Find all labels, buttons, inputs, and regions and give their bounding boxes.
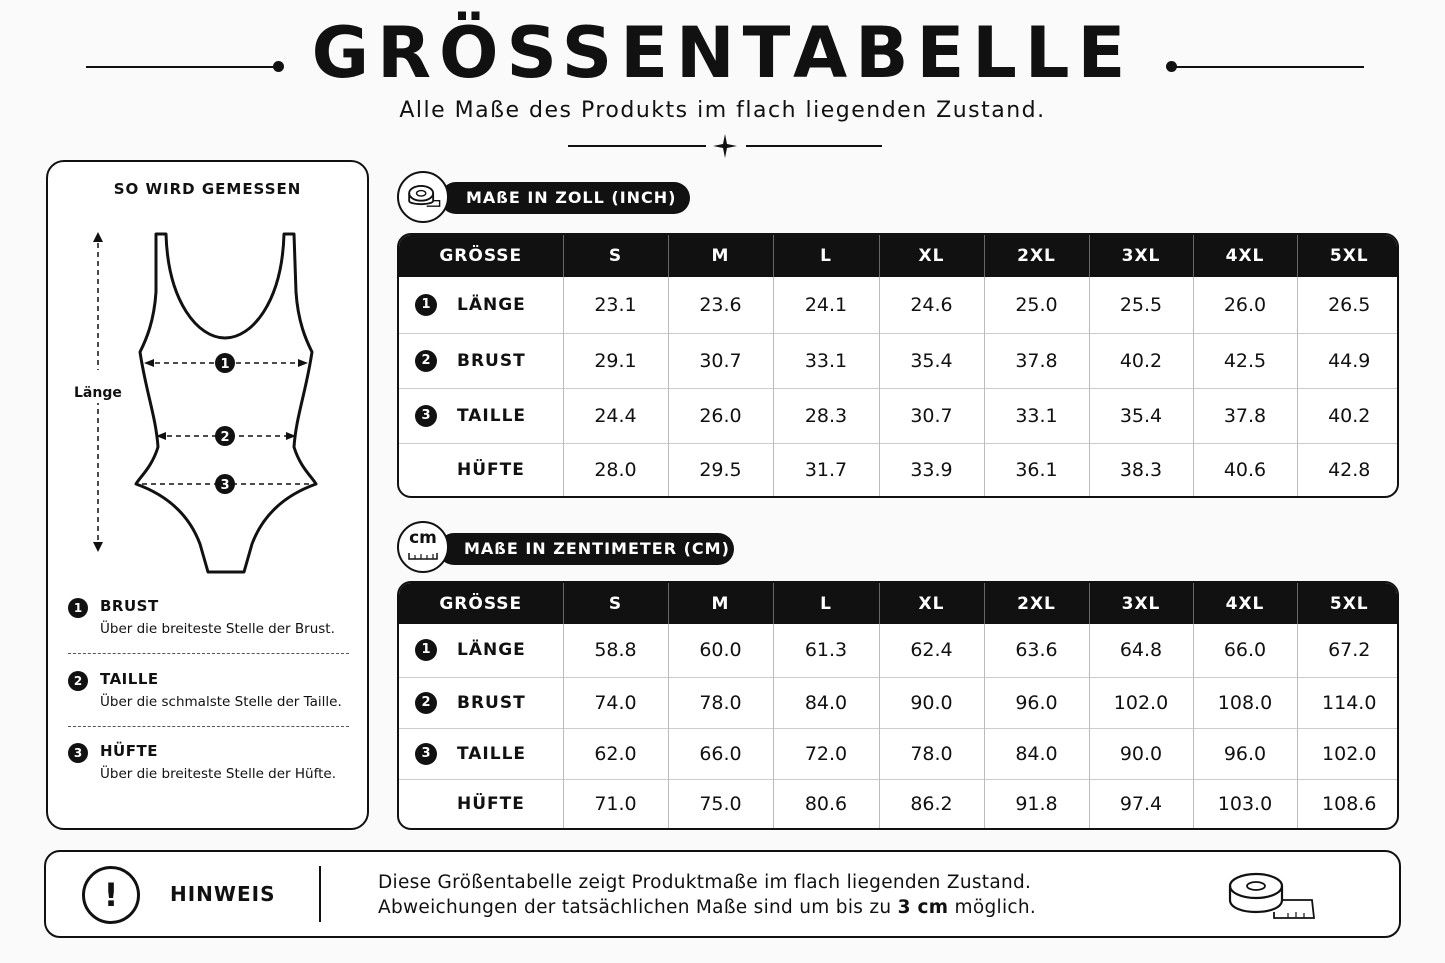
note-box <box>44 850 1401 938</box>
value-cell: 26.0 <box>668 388 773 443</box>
value-cell: 23.1 <box>563 277 668 333</box>
diagram-mark-2: 2 <box>220 430 230 445</box>
table-row <box>399 728 1399 779</box>
value-cell: 24.1 <box>773 277 879 333</box>
header-cell: 5XL <box>1297 235 1399 277</box>
tape-measure-roll-icon <box>1226 870 1318 924</box>
header-cell: 2XL <box>984 583 1089 624</box>
header-cell: L <box>773 583 879 624</box>
value-cell: 42.5 <box>1193 333 1297 388</box>
legend-number: 1 <box>68 598 88 618</box>
header-cell: XL <box>879 583 984 624</box>
value-cell: 102.0 <box>1089 677 1193 728</box>
value-cell: 75.0 <box>668 779 773 828</box>
subtitle-rule-right <box>746 145 882 147</box>
row-number: 1 <box>415 294 437 316</box>
value-cell: 78.0 <box>879 728 984 779</box>
note-label: HINWEIS <box>170 882 276 906</box>
value-cell: 72.0 <box>773 728 879 779</box>
table-header-row <box>399 235 1399 277</box>
value-cell: 67.2 <box>1297 624 1399 677</box>
row-label-cell <box>399 443 563 496</box>
note-line-2-start: Abweichungen der tatsächlichen Maße sind um bis zu <box>378 897 898 918</box>
row-label-cell <box>399 333 563 388</box>
value-cell: 33.1 <box>984 388 1089 443</box>
page-subtitle: Alle Maße des Produkts im flach liegenden Zustand. <box>399 98 1046 123</box>
measuring-guide-panel <box>46 160 369 830</box>
value-cell: 30.7 <box>879 388 984 443</box>
value-cell: 28.3 <box>773 388 879 443</box>
value-cell: 80.6 <box>773 779 879 828</box>
length-label: Länge <box>74 385 122 401</box>
header-cell: 4XL <box>1193 583 1297 624</box>
value-cell: 31.7 <box>773 443 879 496</box>
value-cell: 42.8 <box>1297 443 1399 496</box>
legend-heading: BRUST <box>100 597 159 615</box>
cm-icon-text: cm <box>409 528 437 548</box>
row-label: BRUST <box>457 692 526 713</box>
value-cell: 25.0 <box>984 277 1089 333</box>
subtitle-rule-left <box>568 145 706 147</box>
value-cell: 97.4 <box>1089 779 1193 828</box>
value-cell: 58.8 <box>563 624 668 677</box>
value-cell: 26.5 <box>1297 277 1399 333</box>
value-cell: 24.4 <box>563 388 668 443</box>
value-cell: 60.0 <box>668 624 773 677</box>
table-header-row <box>399 583 1399 624</box>
legend-heading: TAILLE <box>100 670 159 688</box>
cm-section-label: MAßE IN ZENTIMETER (CM) <box>438 533 734 565</box>
header-cell: XL <box>879 235 984 277</box>
value-cell: 62.0 <box>563 728 668 779</box>
value-cell: 25.5 <box>1089 277 1193 333</box>
header-cell: GRÖSSE <box>399 235 563 277</box>
row-label-cell <box>399 624 563 677</box>
note-line-2-bold: 3 cm <box>897 897 949 918</box>
value-cell: 84.0 <box>984 728 1089 779</box>
legend-description: Über die schmalste Stelle der Taille. <box>100 694 342 710</box>
row-label-cell <box>399 388 563 443</box>
row-number: 2 <box>415 350 437 372</box>
legend-number: 3 <box>68 743 88 763</box>
row-label: HÜFTE <box>457 793 525 814</box>
legend-divider <box>68 726 349 727</box>
tape-measure-icon <box>397 171 449 223</box>
ruler-cm-icon <box>397 521 449 573</box>
exclamation-icon: ! <box>82 866 140 924</box>
row-number: 3 <box>415 743 437 765</box>
table-row <box>399 779 1399 828</box>
header-cell: GRÖSSE <box>399 583 563 624</box>
row-label-cell <box>399 779 563 828</box>
row-label-cell <box>399 277 563 333</box>
value-cell: 66.0 <box>1193 624 1297 677</box>
table-row <box>399 677 1399 728</box>
value-cell: 23.6 <box>668 277 773 333</box>
value-cell: 26.0 <box>1193 277 1297 333</box>
header-cell: M <box>668 235 773 277</box>
header-cell: S <box>563 583 668 624</box>
value-cell: 44.9 <box>1297 333 1399 388</box>
header-cell: S <box>563 235 668 277</box>
value-cell: 64.8 <box>1089 624 1193 677</box>
value-cell: 29.5 <box>668 443 773 496</box>
value-cell: 61.3 <box>773 624 879 677</box>
row-label-cell <box>399 677 563 728</box>
value-cell: 74.0 <box>563 677 668 728</box>
legend-heading: HÜFTE <box>100 742 158 760</box>
note-line-2-end: möglich. <box>948 897 1037 918</box>
value-cell: 40.2 <box>1089 333 1193 388</box>
value-cell: 62.4 <box>879 624 984 677</box>
value-cell: 91.8 <box>984 779 1089 828</box>
value-cell: 78.0 <box>668 677 773 728</box>
row-number: 3 <box>415 405 437 427</box>
value-cell: 108.0 <box>1193 677 1297 728</box>
value-cell: 66.0 <box>668 728 773 779</box>
value-cell: 36.1 <box>984 443 1089 496</box>
table-row <box>399 388 1399 443</box>
value-cell: 102.0 <box>1297 728 1399 779</box>
value-cell: 71.0 <box>563 779 668 828</box>
legend-divider <box>68 653 349 654</box>
legend-description: Über die breiteste Stelle der Brust. <box>100 621 335 637</box>
value-cell: 90.0 <box>879 677 984 728</box>
sparkle-icon <box>713 134 737 158</box>
measuring-guide-title: SO WIRD GEMESSEN <box>113 180 302 198</box>
value-cell: 40.6 <box>1193 443 1297 496</box>
header-cell: 3XL <box>1089 235 1193 277</box>
value-cell: 38.3 <box>1089 443 1193 496</box>
value-cell: 37.8 <box>1193 388 1297 443</box>
header-cell: L <box>773 235 879 277</box>
page-title: GRÖSSENTABELLE <box>311 12 1134 94</box>
table-row <box>399 277 1399 333</box>
row-label: BRUST <box>457 350 526 371</box>
value-cell: 28.0 <box>563 443 668 496</box>
value-cell: 40.2 <box>1297 388 1399 443</box>
header-cell: M <box>668 583 773 624</box>
row-label: TAILLE <box>457 405 527 426</box>
table-row <box>399 443 1399 496</box>
header-cell: 5XL <box>1297 583 1399 624</box>
value-cell: 86.2 <box>879 779 984 828</box>
value-cell: 24.6 <box>879 277 984 333</box>
value-cell: 84.0 <box>773 677 879 728</box>
value-cell: 108.6 <box>1297 779 1399 828</box>
row-label: TAILLE <box>457 743 527 764</box>
value-cell: 96.0 <box>984 677 1089 728</box>
header-cell: 2XL <box>984 235 1089 277</box>
row-label-cell <box>399 728 563 779</box>
value-cell: 33.1 <box>773 333 879 388</box>
row-label: LÄNGE <box>457 640 526 661</box>
cm-size-table <box>397 581 1399 830</box>
legend-number: 2 <box>68 671 88 691</box>
diagram-mark-1: 1 <box>220 357 230 372</box>
row-label: HÜFTE <box>457 459 525 480</box>
header-cell: 4XL <box>1193 235 1297 277</box>
table-row <box>399 624 1399 677</box>
note-line-2 <box>378 895 1036 920</box>
value-cell: 63.6 <box>984 624 1089 677</box>
value-cell: 37.8 <box>984 333 1089 388</box>
value-cell: 35.4 <box>879 333 984 388</box>
value-cell: 114.0 <box>1297 677 1399 728</box>
value-cell: 29.1 <box>563 333 668 388</box>
note-divider <box>319 866 321 922</box>
title-rule-right <box>1170 66 1364 68</box>
value-cell: 96.0 <box>1193 728 1297 779</box>
value-cell: 90.0 <box>1089 728 1193 779</box>
value-cell: 103.0 <box>1193 779 1297 828</box>
inch-section-label: MAßE IN ZOLL (INCH) <box>440 182 690 214</box>
diagram-mark-3: 3 <box>220 478 230 493</box>
value-cell: 33.9 <box>879 443 984 496</box>
row-number: 1 <box>415 639 437 661</box>
note-line-1: Diese Größentabelle zeigt Produktmaße im flach liegenden Zustand. <box>378 872 1032 893</box>
table-row <box>399 333 1399 388</box>
legend-description: Über die breiteste Stelle der Hüfte. <box>100 766 337 782</box>
header-cell: 3XL <box>1089 583 1193 624</box>
value-cell: 30.7 <box>668 333 773 388</box>
inch-size-table <box>397 233 1399 498</box>
row-number: 2 <box>415 692 437 714</box>
note-text <box>378 870 1036 920</box>
value-cell: 35.4 <box>1089 388 1193 443</box>
row-label: LÄNGE <box>457 294 526 315</box>
